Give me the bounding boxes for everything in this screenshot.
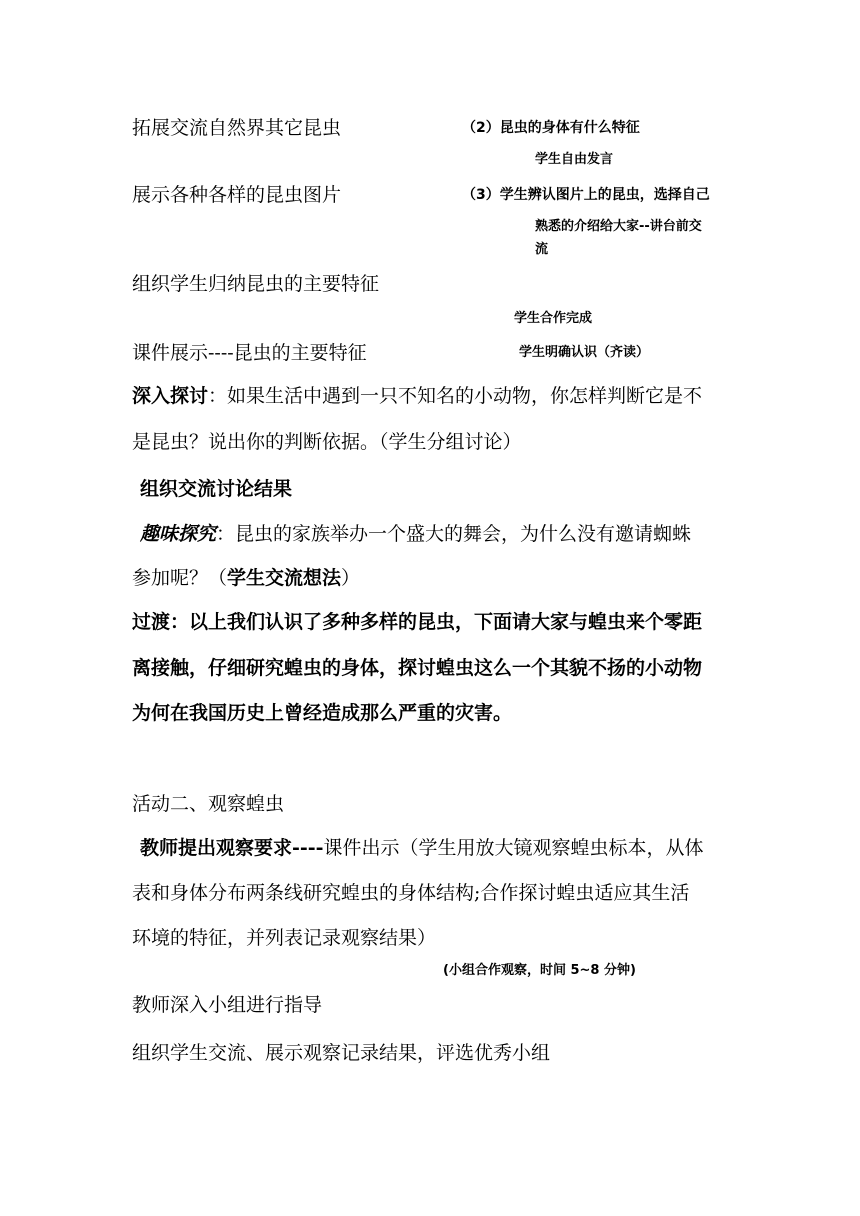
transition-line2: 离接触，仔细研究蝗虫的身体，探讨蝗虫这么一个其貌不扬的小动物 <box>132 657 703 679</box>
left-line-summarize: 组织学生归纳昆虫的主要特征 <box>132 273 380 295</box>
deep-line2: 是昆虫？说出你的判断依据。（学生分组讨论） <box>132 431 522 453</box>
teacher-req-line3: 环境的特征，并列表记录观察结果） <box>132 927 437 949</box>
organize-line: 组织学生交流、展示观察记录结果，评选优秀小组 <box>132 1042 551 1064</box>
right-q3-cont2: 流 <box>535 242 549 257</box>
fun-text-2b: 学生交流想法 <box>227 567 342 589</box>
transition-line3: 为何在我国历史上曾经造成那么严重的灾害。 <box>132 702 513 724</box>
org-discuss: 组织交流讨论结果 <box>140 478 293 500</box>
right-q2-note: 学生自由发言 <box>535 152 614 167</box>
teacher-req-text-1: 课件出示（学生用放大镜观察蝗虫标本，从体 <box>323 837 704 859</box>
fun-text-1: ：昆虫的家族举办一个盛大的舞会，为什么没有邀请蜘蛛 <box>216 523 692 545</box>
fun-label: 趣味探究 <box>140 523 217 545</box>
fun-text-2c: ） <box>341 567 361 589</box>
transition-line1: 过渡：以上我们认识了多种多样的昆虫，下面请大家与蝗虫来个零距 <box>132 611 703 633</box>
fun-line1 <box>140 522 691 546</box>
right-q3: （3）学生辨认图片上的昆虫，选择自己 <box>462 187 710 203</box>
activity2-heading: 活动二、观察蝗虫 <box>132 793 285 815</box>
group-note: (小组合作观察，时间 5~8 分钟) <box>443 963 636 978</box>
teacher-req-line2: 表和身体分布两条线研究蝗虫的身体结构;合作探讨蝗虫适应其生活 <box>132 882 690 904</box>
teacher-req-line1 <box>140 836 704 860</box>
left-line-pictures: 展示各种各样的昆虫图片 <box>132 184 342 206</box>
deep-line1 <box>132 384 702 408</box>
fun-line2 <box>132 566 360 590</box>
right-coop: 学生合作完成 <box>514 311 593 326</box>
right-read: 学生明确认识（齐读） <box>519 345 650 360</box>
deep-label: 深入探讨 <box>132 385 209 407</box>
left-line-expand: 拓展交流自然界其它昆虫 <box>132 117 342 139</box>
teacher-req-label: 教师提出观察要求---- <box>140 837 324 859</box>
right-q3-cont1: 熟悉的介绍给大家--讲台前交 <box>535 219 702 234</box>
right-q2: （2）昆虫的身体有什么特征 <box>462 120 640 136</box>
guide-line: 教师深入小组进行指导 <box>132 994 323 1016</box>
fun-text-2a: 参加呢？（ <box>132 567 228 589</box>
deep-text-1: ：如果生活中遇到一只不知名的小动物，你怎样判断它是不 <box>208 385 703 407</box>
left-line-courseware: 课件展示----昆虫的主要特征 <box>132 342 367 364</box>
